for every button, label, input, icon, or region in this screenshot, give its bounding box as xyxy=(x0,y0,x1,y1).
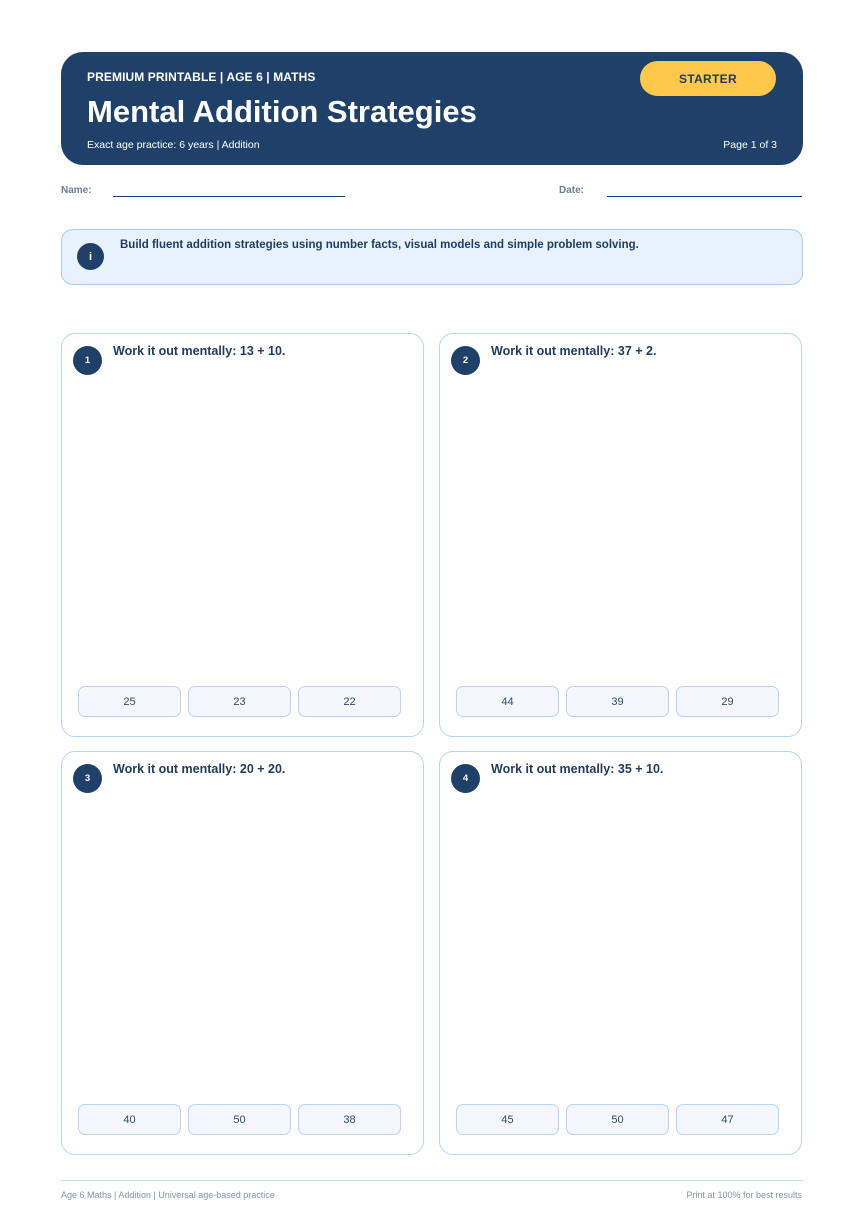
footer-left-text: Age 6 Maths | Addition | Universal age-based practice xyxy=(61,1190,275,1200)
answer-option[interactable]: 25 xyxy=(78,686,181,717)
header-banner xyxy=(61,52,803,165)
question-card-4 xyxy=(439,751,802,1155)
answer-option[interactable]: 22 xyxy=(298,686,401,717)
page-title: Mental Addition Strategies xyxy=(87,94,477,129)
footer-right-text: Print at 100% for best results xyxy=(686,1190,802,1200)
answer-option[interactable]: 40 xyxy=(78,1104,181,1135)
header-subtitle: Exact age practice: 6 years | Addition xyxy=(87,139,260,151)
answer-option[interactable]: 38 xyxy=(298,1104,401,1135)
answer-option[interactable]: 29 xyxy=(676,686,779,717)
footer-divider xyxy=(61,1180,803,1181)
info-text: Build fluent addition strategies using number facts, visual models and simple problem solving. xyxy=(120,239,639,251)
question-number: 4 xyxy=(451,764,480,793)
date-field[interactable] xyxy=(607,196,802,197)
answer-options xyxy=(78,686,401,717)
answer-option[interactable]: 45 xyxy=(456,1104,559,1135)
question-card-3 xyxy=(61,751,424,1155)
page-number: Page 1 of 3 xyxy=(723,139,777,151)
answer-option[interactable]: 47 xyxy=(676,1104,779,1135)
date-label: Date: xyxy=(559,185,585,196)
question-text: Work it out mentally: 37 + 2. xyxy=(491,344,657,358)
name-field[interactable] xyxy=(113,196,345,197)
level-badge: STARTER xyxy=(640,61,776,96)
info-icon: i xyxy=(77,243,104,270)
answer-option[interactable]: 23 xyxy=(188,686,291,717)
question-card-2 xyxy=(439,333,802,737)
question-text: Work it out mentally: 20 + 20. xyxy=(113,762,286,776)
question-card-1 xyxy=(61,333,424,737)
question-number: 2 xyxy=(451,346,480,375)
question-text: Work it out mentally: 35 + 10. xyxy=(491,762,664,776)
answer-options xyxy=(456,1104,779,1135)
question-number: 3 xyxy=(73,764,102,793)
answer-option[interactable]: 39 xyxy=(566,686,669,717)
answer-options xyxy=(456,686,779,717)
answer-option[interactable]: 50 xyxy=(188,1104,291,1135)
name-label: Name: xyxy=(61,185,92,196)
info-banner xyxy=(61,229,803,285)
header-kicker: PREMIUM PRINTABLE | AGE 6 | MATHS xyxy=(87,70,316,84)
answer-option[interactable]: 44 xyxy=(456,686,559,717)
answer-option[interactable]: 50 xyxy=(566,1104,669,1135)
answer-options xyxy=(78,1104,401,1135)
question-number: 1 xyxy=(73,346,102,375)
question-text: Work it out mentally: 13 + 10. xyxy=(113,344,286,358)
